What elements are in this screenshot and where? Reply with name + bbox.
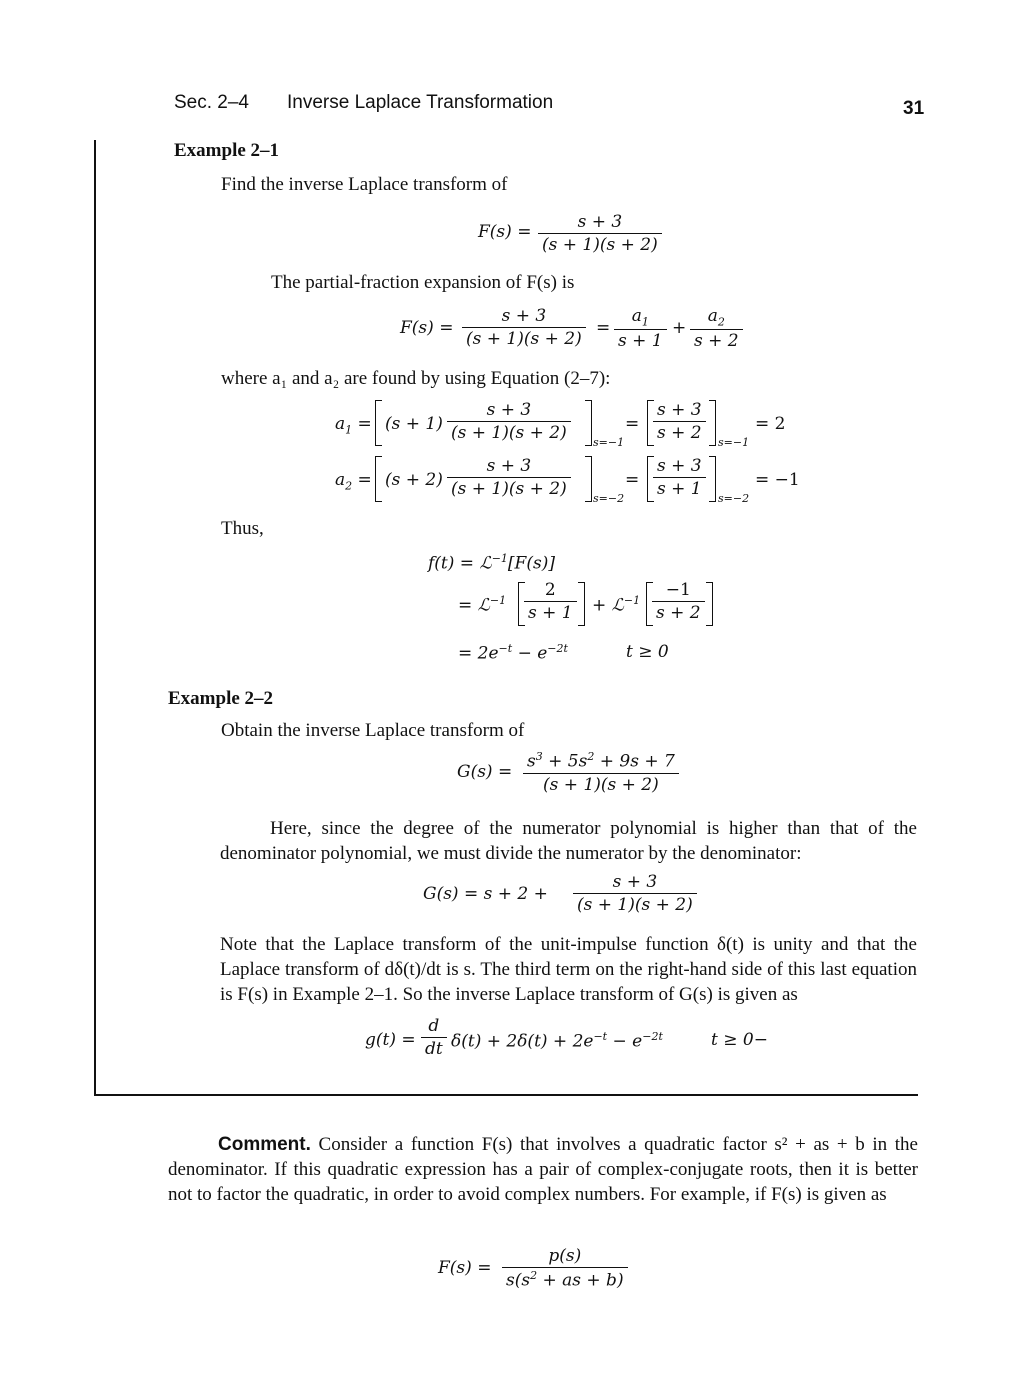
comment-paragraph [168, 1132, 918, 1207]
equation-fs-quadratic: F(s) = $\frac{p(s)}{s(s^2 + as + b)}$ [438, 1246, 668, 1298]
comment-text: Consider a function F(s) that involves a quadratic factor s² + as + b in the denominator. If this quadratic expression has a pair of complex-conjugate roots, then it is better not to factor the quadratic, in order to avoid complex numbers. For example, if F(s) is given as [168, 1134, 918, 1205]
equation-ft-condition: t ≥ 0 [626, 642, 669, 662]
equation-ft-line3: = $2e^{-t} - e^{-2t}$ [458, 642, 568, 664]
example-heading: Example 2–1 [174, 140, 280, 161]
equation-ft-line2: = ℒ$^{-1}$ $\frac{2}{s + 1}$ + ℒ$^{-1}$ $\frac{-1}{s + 2}$ [428, 580, 728, 632]
example-intro: Find the inverse Laplace transform of [221, 174, 508, 195]
section-title: Inverse Laplace Transformation [287, 92, 554, 113]
where-text: where a₁ and a₂ are found by using Equation (2–7): [221, 368, 611, 389]
partial-fraction-text: The partial-fraction expansion of F(s) is [271, 272, 575, 293]
equation-partial-fraction: F(s) = $\frac{s + 3}{(s + 1)(s + 2)}$ = $\frac{a_1}{s + 1}$ + $\frac{a_2}{s + 2}$ [400, 306, 760, 356]
comment-label: Comment. [218, 1134, 311, 1155]
section-label: Sec. 2–4 [174, 92, 249, 113]
example2-paragraph-1: Here, since the degree of the numerator polynomial is higher than that of the denominator polynomial, we must divide the numerator by the denominator: [220, 818, 917, 864]
equation-a2: $a_2$ = (s + 2) $\frac{s + 3}{(s + 1)(s + 2)}$ s=−2 = $\frac{s + 3}{s + 1}$ s=−2 = −1 [335, 456, 800, 505]
example-intro: Obtain the inverse Laplace transform of [221, 720, 525, 741]
thus-text: Thus, [221, 518, 264, 539]
example2-paragraph-2: Note that the Laplace transform of the unit-impulse function δ(t) is unity and that the Laplace transform of dδ(t)/dt is s. The third term on the right-hand side of this last equation is F(s) in Example 2–1. So the inverse Laplace transform of G(s) is given as [220, 934, 917, 1005]
equation-ft-line1: f(t) = ℒ$^{-1}$[F(s)] [428, 552, 555, 574]
example-heading: Example 2–2 [168, 688, 274, 709]
equation-a1: $a_1$ = (s + 1) $\frac{s + 3}{(s + 1)(s + 2)}$ s=−1 = $\frac{s + 3}{s + 2}$ s=−1 = 2 [335, 400, 786, 449]
example-box-bottom-rule [94, 1094, 918, 1096]
page-number: 31 [903, 98, 925, 119]
equation-gt: g(t) = $\frac{d}{dt}$ $\delta(t) + 2\delta(t) + 2e^{-t} - e^{-2t}$ t ≥ 0− [365, 1016, 768, 1059]
example-box-left-rule [94, 140, 96, 1095]
